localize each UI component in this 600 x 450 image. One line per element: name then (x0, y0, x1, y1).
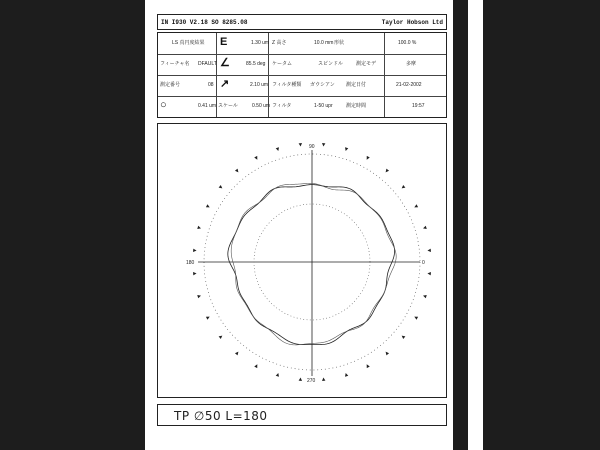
label-3: ガウシアン (310, 82, 335, 88)
table-row (158, 33, 446, 55)
label-4: 測定モデ (356, 61, 377, 67)
tick-marker (414, 315, 419, 320)
tick-marker (344, 373, 348, 377)
results-table (157, 32, 447, 118)
tick-marker (235, 169, 240, 174)
polar-plot-frame (157, 123, 447, 398)
tick-marker (427, 272, 431, 276)
tick-marker (423, 294, 427, 298)
value-3: 100.0 % (398, 40, 417, 46)
tick-marker (401, 334, 406, 339)
tick-marker (193, 249, 197, 253)
value-4: 21-02-2002 (396, 82, 422, 88)
value-1: 85.5 deg (246, 61, 266, 67)
tick-marker (401, 185, 406, 190)
profile-trace-primary (228, 185, 395, 345)
label-2: Z 高さ (272, 40, 287, 46)
tick-marker (299, 143, 303, 147)
filter-label: フィルタ (272, 103, 292, 109)
tick-marker (322, 143, 326, 147)
scale-value: 0.50 um (252, 103, 271, 109)
time-label: 測定時間 (346, 103, 367, 109)
tick-marker (427, 249, 431, 253)
label-180: 180 (186, 260, 195, 266)
adjacent-page-edge (468, 0, 483, 450)
roundness-value: 0.41 um (198, 103, 217, 109)
tick-marker (254, 156, 259, 161)
value-2: 10.0 mm (314, 40, 334, 46)
symbol-e: E (220, 36, 228, 48)
filter-value: 1-50 upr (314, 103, 333, 109)
handwritten-note-box (157, 404, 447, 426)
label-0: 0 (422, 260, 425, 266)
tick-marker (206, 315, 211, 320)
tick-marker (254, 364, 259, 369)
measurement-sheet (145, 0, 453, 450)
tick-marker (423, 226, 427, 230)
tick-marker (365, 156, 370, 161)
measure-number: 08 (208, 82, 214, 88)
tick-marker (219, 334, 224, 339)
tick-marker (384, 169, 389, 174)
angle-icon: ∠ (220, 57, 230, 69)
value-1: 1.30 um (251, 40, 270, 46)
tick-marker (322, 377, 326, 381)
arrow-icon: ↗ (220, 78, 230, 90)
tick-marker (414, 204, 419, 209)
time-value: 19:57 (412, 103, 425, 109)
tick-marker (219, 185, 224, 190)
label-3: 形状 (334, 40, 345, 46)
tick-marker (206, 204, 211, 209)
value-1: 2.10 um (250, 82, 269, 88)
label-2: フィルタ種類 (272, 82, 302, 88)
label-90: 90 (309, 144, 315, 150)
scale-label: スケール (218, 103, 238, 109)
tick-marker (193, 272, 197, 276)
table-row (158, 96, 446, 117)
tick-marker (384, 351, 389, 356)
tick-marker (276, 147, 280, 151)
report-header (157, 14, 447, 30)
label-270: 270 (307, 378, 316, 384)
tick-marker (344, 147, 348, 151)
handwritten-note: TP ∅50 L=180 (174, 409, 268, 423)
tick-marker (365, 364, 370, 369)
feature-name-label: フィーチャ名 (160, 61, 190, 67)
tick-marker (235, 351, 240, 356)
instrument-version: IN I930 V2.18 SO 8285.08 (161, 19, 248, 26)
tick-marker (197, 294, 201, 298)
label-2: ケータム (272, 61, 293, 67)
tick-marker (299, 377, 303, 381)
tick-marker (197, 226, 201, 230)
tick-marker (276, 373, 280, 377)
label-4: 測定日付 (346, 82, 367, 88)
label-3: スピンドル (318, 61, 344, 67)
polar-plot (158, 124, 446, 397)
result-type: LS 真円度結果 (172, 40, 205, 46)
circle-icon: ○ (160, 99, 167, 111)
table-row (158, 54, 446, 76)
manufacturer-name: Taylor Hobson Ltd (381, 19, 443, 26)
table-row (158, 75, 446, 97)
measure-number-label: 測定番号 (160, 82, 181, 88)
feature-name: DFAULT (198, 61, 217, 67)
value-4: 多摩 (406, 61, 417, 67)
